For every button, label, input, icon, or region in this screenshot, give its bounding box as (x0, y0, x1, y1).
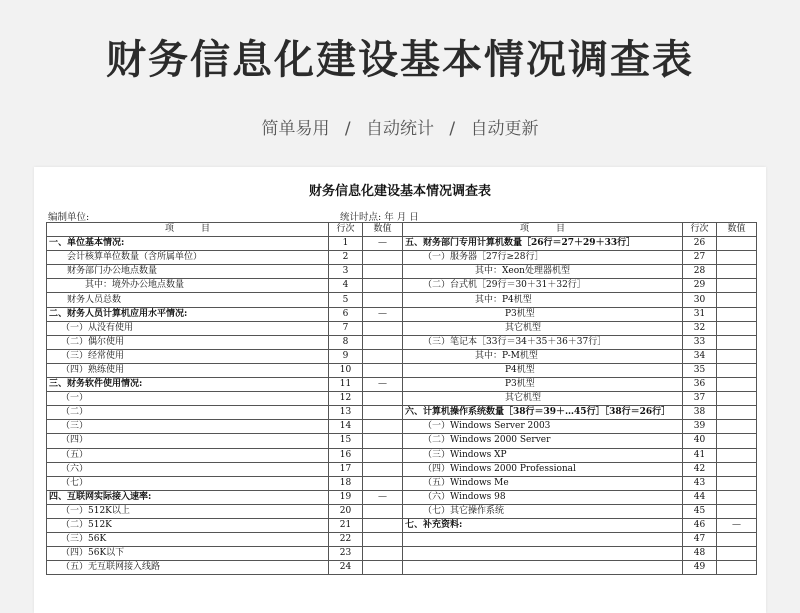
left-item-cell: （一） (47, 392, 329, 406)
left-row-no-cell: 24 (329, 561, 363, 575)
left-item-cell: 财务人员总数 (47, 293, 329, 307)
right-value-cell[interactable] (717, 363, 757, 377)
right-value-cell[interactable] (717, 533, 757, 547)
right-row-no-cell: 41 (683, 448, 717, 462)
left-item-cell: （三）经常使用 (47, 349, 329, 363)
table-row (47, 504, 757, 518)
left-row-no-cell: 8 (329, 335, 363, 349)
header-value: 数值 (363, 223, 403, 237)
left-row-no-cell: 9 (329, 349, 363, 363)
left-row-no-cell: 17 (329, 462, 363, 476)
right-item-cell: （五）Windows Me (403, 476, 683, 490)
table-row (47, 448, 757, 462)
right-item-cell: 六、计算机操作系统数量［38行＝39＋…45行］［38行＝26行］ (403, 406, 683, 420)
right-row-no-cell: 30 (683, 293, 717, 307)
left-row-no-cell: 6 (329, 307, 363, 321)
left-item-cell: 其中：境外办公地点数量 (47, 279, 329, 293)
left-value-cell[interactable] (363, 321, 403, 335)
right-row-no-cell: 36 (683, 378, 717, 392)
table-row (47, 363, 757, 377)
right-row-no-cell: 47 (683, 533, 717, 547)
left-value-cell[interactable] (363, 504, 403, 518)
right-item-cell: 五、财务部门专用计算机数量［26行＝27＋29＋33行］ (403, 237, 683, 251)
table-row (47, 378, 757, 392)
right-value-cell[interactable] (717, 279, 757, 293)
right-item-cell: （七）其它操作系统 (403, 504, 683, 518)
left-item-cell: （五）无互联网接入线路 (47, 561, 329, 575)
left-row-no-cell: 3 (329, 265, 363, 279)
right-row-no-cell: 43 (683, 476, 717, 490)
left-value-cell[interactable] (363, 476, 403, 490)
right-value-cell[interactable] (717, 561, 757, 575)
right-item-cell: 其它机型 (403, 321, 683, 335)
table-row (47, 307, 757, 321)
left-row-no-cell: 14 (329, 420, 363, 434)
survey-table (46, 222, 757, 575)
left-value-cell[interactable] (363, 462, 403, 476)
right-item-cell: （二）台式机［29行＝30＋31＋32行］ (403, 279, 683, 293)
left-value-cell[interactable] (363, 533, 403, 547)
table-row (47, 561, 757, 575)
table-row (47, 335, 757, 349)
left-row-no-cell: 2 (329, 251, 363, 265)
right-value-cell[interactable] (717, 504, 757, 518)
right-row-no-cell: 40 (683, 434, 717, 448)
table-row (47, 476, 757, 490)
right-item-cell: （一）Windows Server 2003 (403, 420, 683, 434)
right-row-no-cell: 32 (683, 321, 717, 335)
table-row (47, 547, 757, 561)
tag-separator: / (449, 119, 456, 139)
left-row-no-cell: 16 (329, 448, 363, 462)
table-row (47, 392, 757, 406)
table-row (47, 279, 757, 293)
left-row-no-cell: 7 (329, 321, 363, 335)
right-row-no-cell: 31 (683, 307, 717, 321)
table-row (47, 490, 757, 504)
right-value-cell[interactable] (717, 321, 757, 335)
right-item-cell (403, 561, 683, 575)
left-item-cell: （三）56K (47, 533, 329, 547)
left-item-cell: （二）512K (47, 518, 329, 532)
left-value-cell[interactable] (363, 251, 403, 265)
table-row (47, 518, 757, 532)
right-item-cell: （一）服务器［27行≥28行］ (403, 251, 683, 265)
table-row (47, 533, 757, 547)
left-value-cell[interactable] (363, 293, 403, 307)
left-row-no-cell: 10 (329, 363, 363, 377)
right-value-cell[interactable] (717, 547, 757, 561)
left-item-cell: （四） (47, 434, 329, 448)
tag-separator: / (344, 119, 351, 139)
left-row-no-cell: 15 (329, 434, 363, 448)
left-value-cell[interactable] (363, 448, 403, 462)
left-row-no-cell: 11 (329, 378, 363, 392)
right-item-cell: 其它机型 (403, 392, 683, 406)
right-row-no-cell: 39 (683, 420, 717, 434)
left-item-cell: （一）512K以上 (47, 504, 329, 518)
left-value-cell[interactable] (363, 518, 403, 532)
right-value-cell[interactable] (717, 420, 757, 434)
left-row-no-cell: 13 (329, 406, 363, 420)
right-value-cell[interactable] (717, 307, 757, 321)
table-row (47, 265, 757, 279)
left-value-cell[interactable]: — (363, 490, 403, 504)
left-item-cell: （七） (47, 476, 329, 490)
right-item-cell: （四）Windows 2000 Professional (403, 462, 683, 476)
right-row-no-cell: 45 (683, 504, 717, 518)
left-item-cell: （四）56K以下 (47, 547, 329, 561)
right-item-cell: 其中：Xeon处理器机型 (403, 265, 683, 279)
right-row-no-cell: 44 (683, 490, 717, 504)
tag-auto-update: 自动更新 (470, 119, 539, 139)
right-value-cell[interactable] (717, 476, 757, 490)
right-row-no-cell: 34 (683, 349, 717, 363)
time-label: 统计时点: 年 月 日 (340, 212, 419, 223)
right-item-cell: P4机型 (403, 363, 683, 377)
right-value-cell[interactable] (717, 265, 757, 279)
right-row-no-cell: 27 (683, 251, 717, 265)
left-row-no-cell: 20 (329, 504, 363, 518)
table-header-row (47, 223, 757, 237)
tag-easy: 简单易用 (261, 119, 330, 139)
left-item-cell: （二） (47, 406, 329, 420)
left-item-cell: 四、互联网实际接入速率: (47, 490, 329, 504)
left-row-no-cell: 21 (329, 518, 363, 532)
left-value-cell[interactable] (363, 392, 403, 406)
left-item-cell: （五） (47, 448, 329, 462)
left-value-cell[interactable] (363, 265, 403, 279)
left-value-cell[interactable] (363, 335, 403, 349)
header-row-no-right: 行次 (683, 223, 717, 237)
right-value-cell[interactable] (717, 251, 757, 265)
table-row (47, 349, 757, 363)
left-item-cell: （二）偶尔使用 (47, 335, 329, 349)
right-value-cell[interactable] (717, 462, 757, 476)
tag-auto-stats: 自动统计 (366, 119, 434, 139)
left-item-cell: 财务部门办公地点数量 (47, 265, 329, 279)
right-row-no-cell: 28 (683, 265, 717, 279)
left-value-cell[interactable] (363, 561, 403, 575)
right-row-no-cell: 37 (683, 392, 717, 406)
header-row-no: 行次 (329, 223, 363, 237)
right-value-cell[interactable] (717, 237, 757, 251)
right-row-no-cell: 46 (683, 518, 717, 532)
right-value-cell[interactable] (717, 378, 757, 392)
left-item-cell: 三、财务软件使用情况: (47, 378, 329, 392)
right-value-cell[interactable] (717, 335, 757, 349)
left-item-cell: 二、财务人员计算机应用水平情况: (47, 307, 329, 321)
table-row (47, 251, 757, 265)
right-item-cell: P3机型 (403, 307, 683, 321)
right-row-no-cell: 48 (683, 547, 717, 561)
org-label: 编制单位: (48, 212, 90, 223)
right-item-cell: （三）笔记本［33行＝34＋35＋36＋37行］ (403, 335, 683, 349)
left-value-cell[interactable] (363, 363, 403, 377)
right-row-no-cell: 38 (683, 406, 717, 420)
left-value-cell[interactable] (363, 406, 403, 420)
right-item-cell: 其中：P4机型 (403, 293, 683, 307)
right-row-no-cell: 33 (683, 335, 717, 349)
right-value-cell[interactable] (717, 448, 757, 462)
left-value-cell[interactable] (363, 434, 403, 448)
right-item-cell: P3机型 (403, 378, 683, 392)
hero-subtitle (0, 114, 800, 139)
left-item-cell: （一）从没有使用 (47, 321, 329, 335)
right-value-cell[interactable] (717, 349, 757, 363)
table-row (47, 321, 757, 335)
table-row (47, 462, 757, 476)
header-item-right: 项 目 (403, 223, 683, 237)
right-item-cell (403, 547, 683, 561)
table-row (47, 434, 757, 448)
left-item-cell: （六） (47, 462, 329, 476)
right-value-cell[interactable] (717, 490, 757, 504)
right-value-cell[interactable] (717, 293, 757, 307)
left-row-no-cell: 1 (329, 237, 363, 251)
right-value-cell[interactable]: — (717, 518, 757, 532)
right-row-no-cell: 26 (683, 237, 717, 251)
right-item-cell: （二）Windows 2000 Server (403, 434, 683, 448)
right-item-cell: （三）Windows XP (403, 448, 683, 462)
right-item-cell (403, 533, 683, 547)
table-row (47, 420, 757, 434)
left-value-cell[interactable] (363, 279, 403, 293)
right-row-no-cell: 35 (683, 363, 717, 377)
left-row-no-cell: 4 (329, 279, 363, 293)
left-value-cell[interactable]: — (363, 237, 403, 251)
right-item-cell: 其中：P-M机型 (403, 349, 683, 363)
right-row-no-cell: 49 (683, 561, 717, 575)
left-item-cell: （四）熟练使用 (47, 363, 329, 377)
left-row-no-cell: 23 (329, 547, 363, 561)
left-row-no-cell: 18 (329, 476, 363, 490)
table-row (47, 237, 757, 251)
left-value-cell[interactable] (363, 349, 403, 363)
right-value-cell[interactable] (717, 434, 757, 448)
table-row (47, 293, 757, 307)
table-row (47, 406, 757, 420)
document-title: 财务信息化建设基本情况调查表 (308, 184, 491, 199)
right-value-cell[interactable] (717, 392, 757, 406)
left-row-no-cell: 19 (329, 490, 363, 504)
left-value-cell[interactable]: — (363, 307, 403, 321)
left-value-cell[interactable] (363, 420, 403, 434)
left-item-cell: 会计核算单位数量（含所属单位） (47, 251, 329, 265)
left-value-cell[interactable]: — (363, 378, 403, 392)
right-value-cell[interactable] (717, 406, 757, 420)
right-row-no-cell: 29 (683, 279, 717, 293)
left-row-no-cell: 5 (329, 293, 363, 307)
hero-title: 财务信息化建设基本情况调查表 (106, 37, 694, 83)
left-row-no-cell: 22 (329, 533, 363, 547)
header-value-right: 数值 (717, 223, 757, 237)
right-item-cell: 七、补充资料: (403, 518, 683, 532)
header-item: 项 目 (47, 223, 329, 237)
left-value-cell[interactable] (363, 547, 403, 561)
right-row-no-cell: 42 (683, 462, 717, 476)
spreadsheet-preview (34, 167, 766, 613)
left-item-cell: （三） (47, 420, 329, 434)
left-item-cell: 一、单位基本情况: (47, 237, 329, 251)
left-row-no-cell: 12 (329, 392, 363, 406)
right-item-cell: （六）Windows 98 (403, 490, 683, 504)
